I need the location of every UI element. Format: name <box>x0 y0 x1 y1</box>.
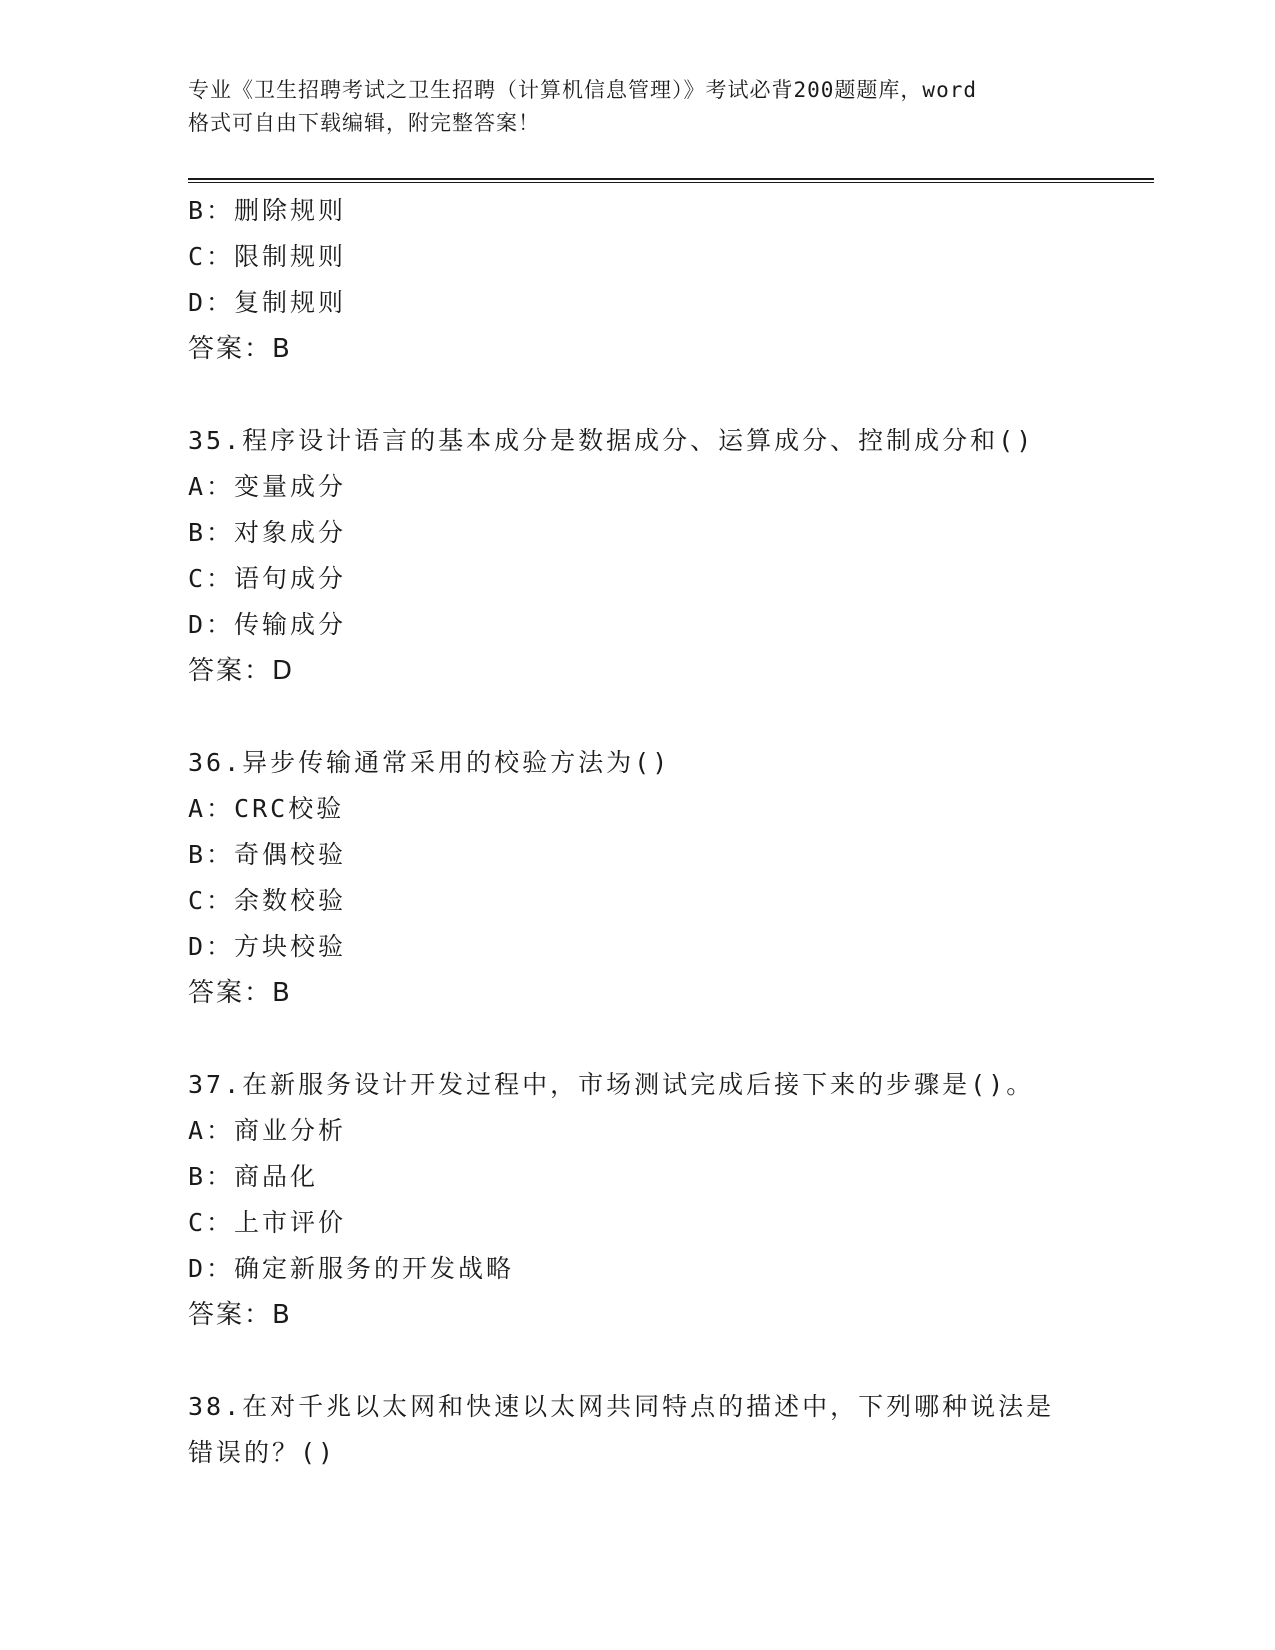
header-divider <box>188 178 1154 183</box>
question-stem: 35.程序设计语言的基本成分是数据成分、运算成分、控制成分和() <box>188 426 1035 455</box>
question-stem: 36.异步传输通常采用的校验方法为() <box>188 748 671 777</box>
option-d: D：方块校验 <box>188 932 347 961</box>
answer-line: 答案：B <box>188 334 292 364</box>
question-stem: 37.在新服务设计开发过程中，市场测试完成后接下来的步骤是()。 <box>188 1070 1035 1099</box>
question-36 <box>188 740 1088 1016</box>
header-line-2: 格式可自由下载编辑，附完整答案！ <box>188 111 540 135</box>
question-stem-line-2: 错误的？() <box>188 1438 337 1467</box>
option-a: A：商业分析 <box>188 1116 347 1145</box>
option-b: B：奇偶校验 <box>188 840 347 869</box>
answer-line: 答案：B <box>188 978 292 1008</box>
question-35 <box>188 418 1088 694</box>
option-a: A：变量成分 <box>188 472 347 501</box>
question-38 <box>188 1384 1088 1476</box>
question-content <box>188 188 1088 1476</box>
option-c: C：上市评价 <box>188 1208 347 1237</box>
option-c: C：限制规则 <box>188 242 347 271</box>
option-d: D：确定新服务的开发战略 <box>188 1254 515 1283</box>
header-line-1: 专业《卫生招聘考试之卫生招聘（计算机信息管理）》考试必背200题题库，word <box>188 78 977 102</box>
option-b: B：对象成分 <box>188 518 347 547</box>
option-d: D：复制规则 <box>188 288 347 317</box>
option-b: B：删除规则 <box>188 196 347 225</box>
answer-line: 答案：D <box>188 656 295 686</box>
option-c: C：余数校验 <box>188 886 347 915</box>
option-c: C：语句成分 <box>188 564 347 593</box>
answer-line: 答案：B <box>188 1300 292 1330</box>
prev-question-block <box>188 188 1088 372</box>
option-b: B：商品化 <box>188 1162 319 1191</box>
page-header <box>188 74 1088 140</box>
option-d: D：传输成分 <box>188 610 347 639</box>
question-37 <box>188 1062 1088 1338</box>
question-stem-line-1: 38.在对千兆以太网和快速以太网共同特点的描述中，下列哪种说法是 <box>188 1392 1055 1421</box>
option-a: A：CRC校验 <box>188 794 345 823</box>
